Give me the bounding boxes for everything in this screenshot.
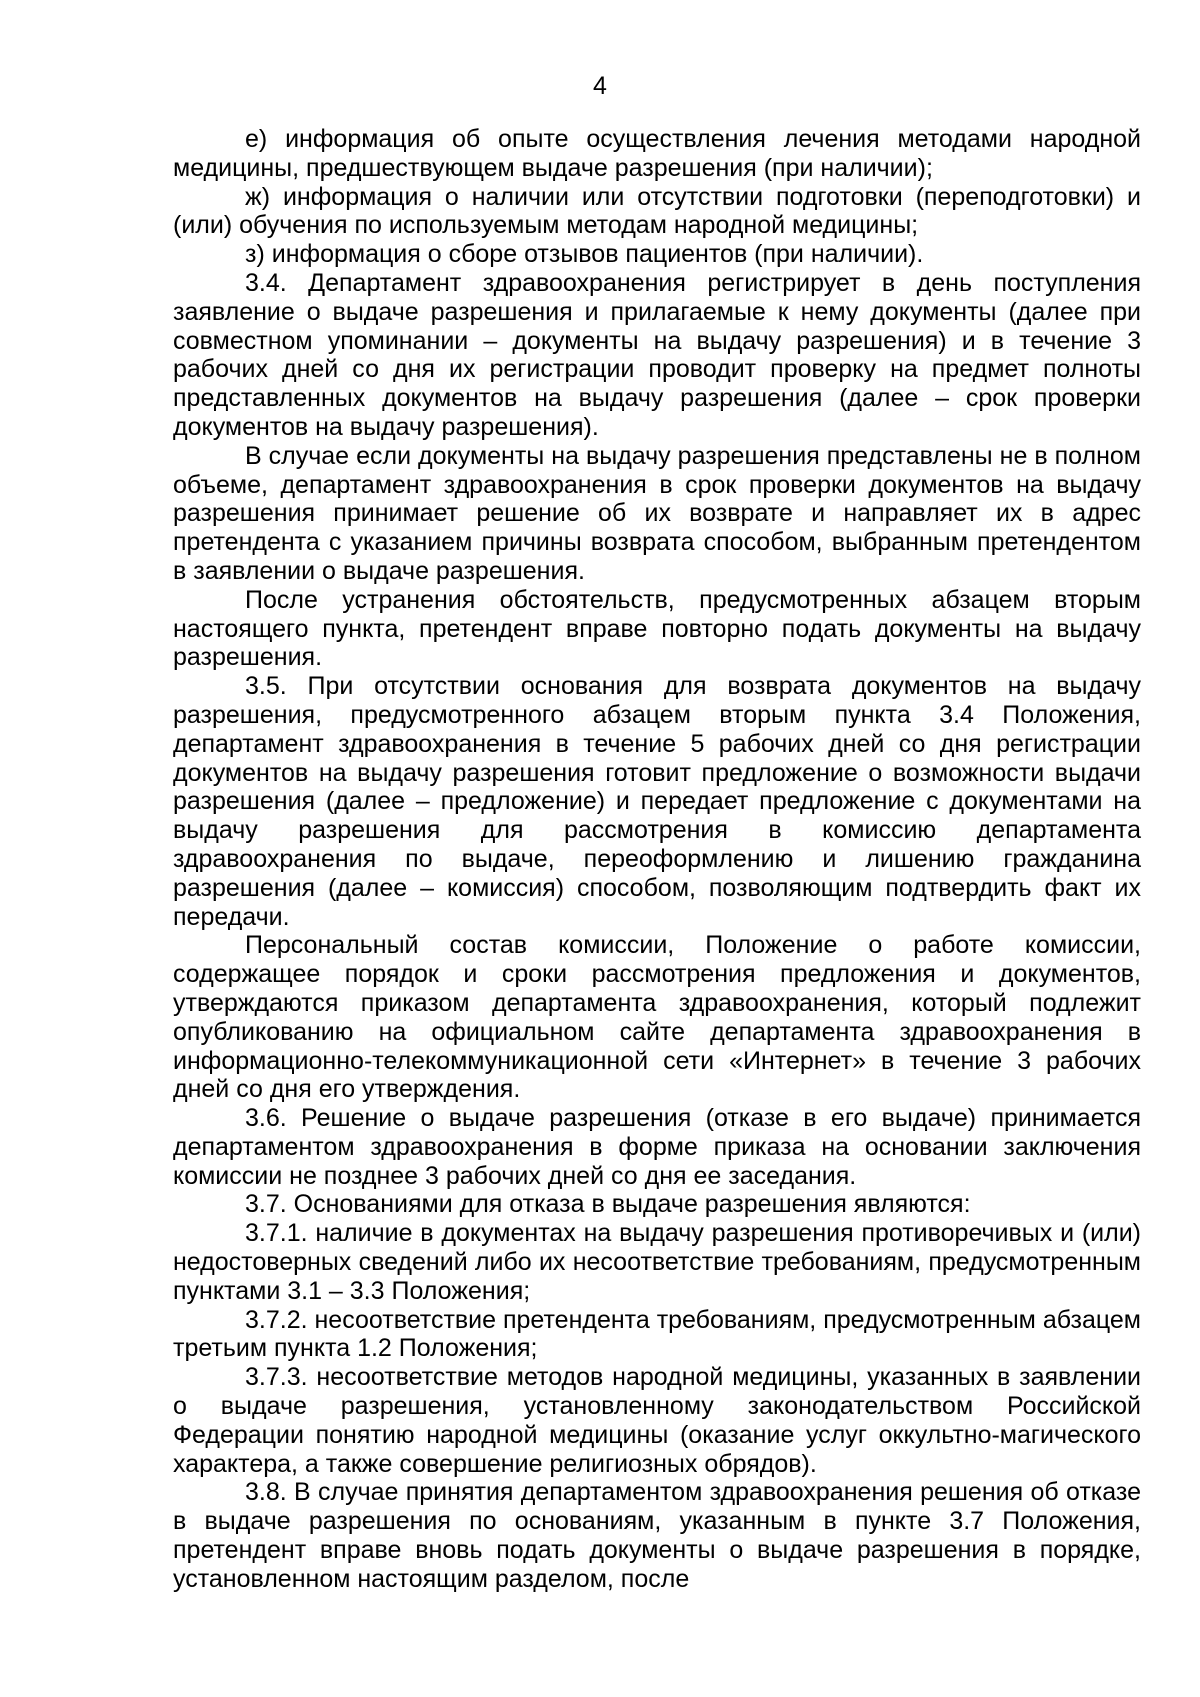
paragraph-clause-3-7-2: 3.7.2. несоответствие претендента требованиям, предусмотренным абзацем третьим пункта 1.2 Положения; <box>173 1305 1141 1363</box>
paragraph-item-zh: ж) информация о наличии или отсутствии подготовки (переподготовки) и (или) обучения по используемым методам народной медицины; <box>173 182 1141 240</box>
paragraph-clause-3-6: 3.6. Решение о выдаче разрешения (отказе в его выдаче) принимается департаментом здравоохранения в форме приказа на основании заключения комиссии не позднее 3 рабочих дней со дня ее заседания. <box>173 1104 1141 1190</box>
paragraph-item-z: з) информация о сборе отзывов пациентов (при наличии). <box>245 240 924 269</box>
paragraph-clause-3-7-3: 3.7.3. несоответствие методов народной медицины, указанных в заявлении о выдаче разрешения, установленному законодательством Российской Федерации понятию народной медицины (оказание услуг оккультно-магического характера, а также совершение религиозных обрядов). <box>173 1363 1141 1478</box>
paragraph-clause-3-7: 3.7. Основаниями для отказа в выдаче разрешения являются: <box>245 1190 971 1219</box>
document-body <box>173 125 1141 1594</box>
paragraph-item-e: е) информация об опыте осуществления лечения методами народной медицины, предшествующем выдаче разрешения (при наличии); <box>173 125 1141 182</box>
paragraph-clause-3-8: 3.8. В случае принятия департаментом здравоохранения решения об отказе в выдаче разрешения по основаниям, указанным в пункте 3.7 Положения, претендент вправе вновь подать документы о выдаче разрешения в порядке, установленном настоящим разделом, после <box>173 1478 1141 1593</box>
paragraph-clause-3-5: 3.5. При отсутствии основания для возврата документов на выдачу разрешения, предусмотренного абзацем вторым пункта 3.4 Положения, департамент здравоохранения в течение 5 рабочих дней со дня регистрации документов на выдачу разрешения готовит предложение о возможности выдачи разрешения (далее – предложение) и передает предложение с документами на выдачу разрешения для рассмотрения в комиссию департамента здравоохранения по выдаче, переоформлению и лишению гражданина разрешения (далее – комиссия) способом, позволяющим подтвердить факт их передачи. <box>173 672 1141 931</box>
paragraph-clause-3-5-commission: Персональный состав комиссии, Положение о работе комиссии, содержащее порядок и сроки рассмотрения предложения и документов, утверждаются приказом департамента здравоохранения, который подлежит опубликованию на официальном сайте департамента здравоохранения в информационно-телекоммуникационной сети «Интернет» в течение 3 рабочих дней со дня его утверждения. <box>173 931 1141 1104</box>
paragraph-clause-3-4-return: В случае если документы на выдачу разрешения представлены не в полном объеме, департамент здравоохранения в срок проверки документов на выдачу разрешения принимает решение об их возврате и направляет их в адрес претендента с указанием причины возврата способом, выбранным претендентом в заявлении о выдаче разрешения. <box>173 441 1141 585</box>
paragraph-clause-3-4: 3.4. Департамент здравоохранения регистрирует в день поступления заявление о выдаче разрешения и прилагаемые к нему документы (далее при совместном упоминании – документы на выдачу разрешения) и в течение 3 рабочих дней со дня их регистрации проводит проверку на предмет полноты представленных документов на выдачу разрешения (далее – срок проверки документов на выдачу разрешения). <box>173 268 1141 441</box>
paragraph-clause-3-4-resubmit: После устранения обстоятельств, предусмотренных абзацем вторым настоящего пункта, претендент вправе повторно подать документы на выдачу разрешения. <box>173 585 1141 672</box>
page-number: 4 <box>593 72 607 100</box>
paragraph-clause-3-7-1: 3.7.1. наличие в документах на выдачу разрешения противоречивых и (или) недостоверных сведений либо их несоответствие требованиям, предусмотренным пунктами 3.1 – 3.3 Положения; <box>173 1219 1141 1305</box>
